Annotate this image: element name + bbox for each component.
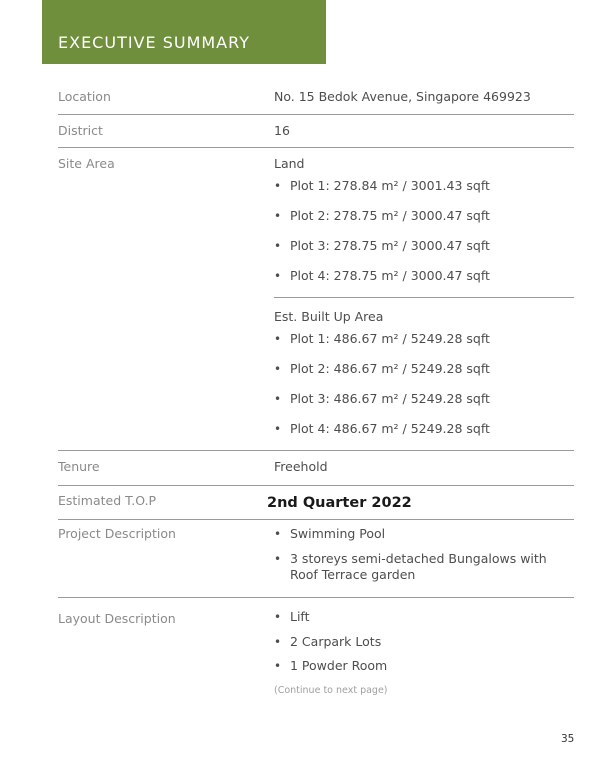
page-number: 35 <box>561 733 575 745</box>
land-plot-3: Plot 3: 278.75 m² / 3000.47 sqft <box>290 238 490 253</box>
layout-item-1: Lift <box>290 609 310 624</box>
built-up-plot-1: Plot 1: 486.67 m² / 5249.28 sqft <box>290 331 490 346</box>
tenure-label: Tenure <box>58 459 100 474</box>
tenure-value: Freehold <box>274 459 328 474</box>
divider <box>58 450 574 451</box>
top-label: Estimated T.O.P <box>58 493 157 508</box>
list-item <box>274 391 490 407</box>
bullet-icon: • <box>274 392 282 406</box>
page-title: EXECUTIVE SUMMARY <box>58 33 250 52</box>
bullet-icon: • <box>274 422 282 436</box>
list-item <box>274 551 547 583</box>
bullet-icon: • <box>274 552 282 566</box>
built-up-plot-4: Plot 4: 486.67 m² / 5249.28 sqft <box>290 421 490 436</box>
list-item <box>274 421 490 437</box>
bullet-icon: • <box>274 332 282 346</box>
district-value: 16 <box>274 123 290 138</box>
bullet-icon: • <box>274 527 282 541</box>
header-banner <box>42 0 326 64</box>
location-label: Location <box>58 89 111 104</box>
divider <box>58 147 574 148</box>
divider <box>58 597 574 598</box>
land-plot-1: Plot 1: 278.84 m² / 3001.43 sqft <box>290 178 490 193</box>
list-item <box>274 526 386 542</box>
project-description-label: Project Description <box>58 526 176 541</box>
land-plot-4: Plot 4: 278.75 m² / 3000.47 sqft <box>290 268 490 283</box>
bullet-icon: • <box>274 269 282 283</box>
divider <box>58 485 574 486</box>
built-up-plot-3: Plot 3: 486.67 m² / 5249.28 sqft <box>290 391 490 406</box>
bullet-icon: • <box>274 635 282 649</box>
divider <box>274 297 574 298</box>
project-item-1: Swimming Pool <box>290 526 386 541</box>
built-up-heading: Est. Built Up Area <box>274 309 384 324</box>
land-heading: Land <box>274 156 305 171</box>
continue-note: (Continue to next page) <box>274 685 388 696</box>
built-up-plot-2: Plot 2: 486.67 m² / 5249.28 sqft <box>290 361 490 376</box>
bullet-icon: • <box>274 362 282 376</box>
divider <box>58 519 574 520</box>
list-item <box>274 268 490 284</box>
list-item <box>274 658 388 674</box>
land-plot-2: Plot 2: 278.75 m² / 3000.47 sqft <box>290 208 490 223</box>
list-item <box>274 609 310 625</box>
layout-item-3: 1 Powder Room <box>290 658 388 673</box>
list-item <box>274 208 490 224</box>
bullet-icon: • <box>274 209 282 223</box>
top-value: 2nd Quarter 2022 <box>267 495 412 511</box>
list-item <box>274 361 490 377</box>
list-item <box>274 238 490 254</box>
bullet-icon: • <box>274 610 282 624</box>
project-item-2: 3 storeys semi-detached Bungalows with Roof Terrace garden <box>290 551 547 582</box>
district-label: District <box>58 123 103 138</box>
list-item <box>274 331 490 347</box>
bullet-icon: • <box>274 659 282 673</box>
divider <box>58 114 574 115</box>
bullet-icon: • <box>274 179 282 193</box>
site-area-label: Site Area <box>58 156 115 171</box>
layout-description-label: Layout Description <box>58 611 176 626</box>
list-item <box>274 634 382 650</box>
location-value: No. 15 Bedok Avenue, Singapore 469923 <box>274 89 531 104</box>
layout-item-2: 2 Carpark Lots <box>290 634 382 649</box>
bullet-icon: • <box>274 239 282 253</box>
list-item <box>274 178 490 194</box>
